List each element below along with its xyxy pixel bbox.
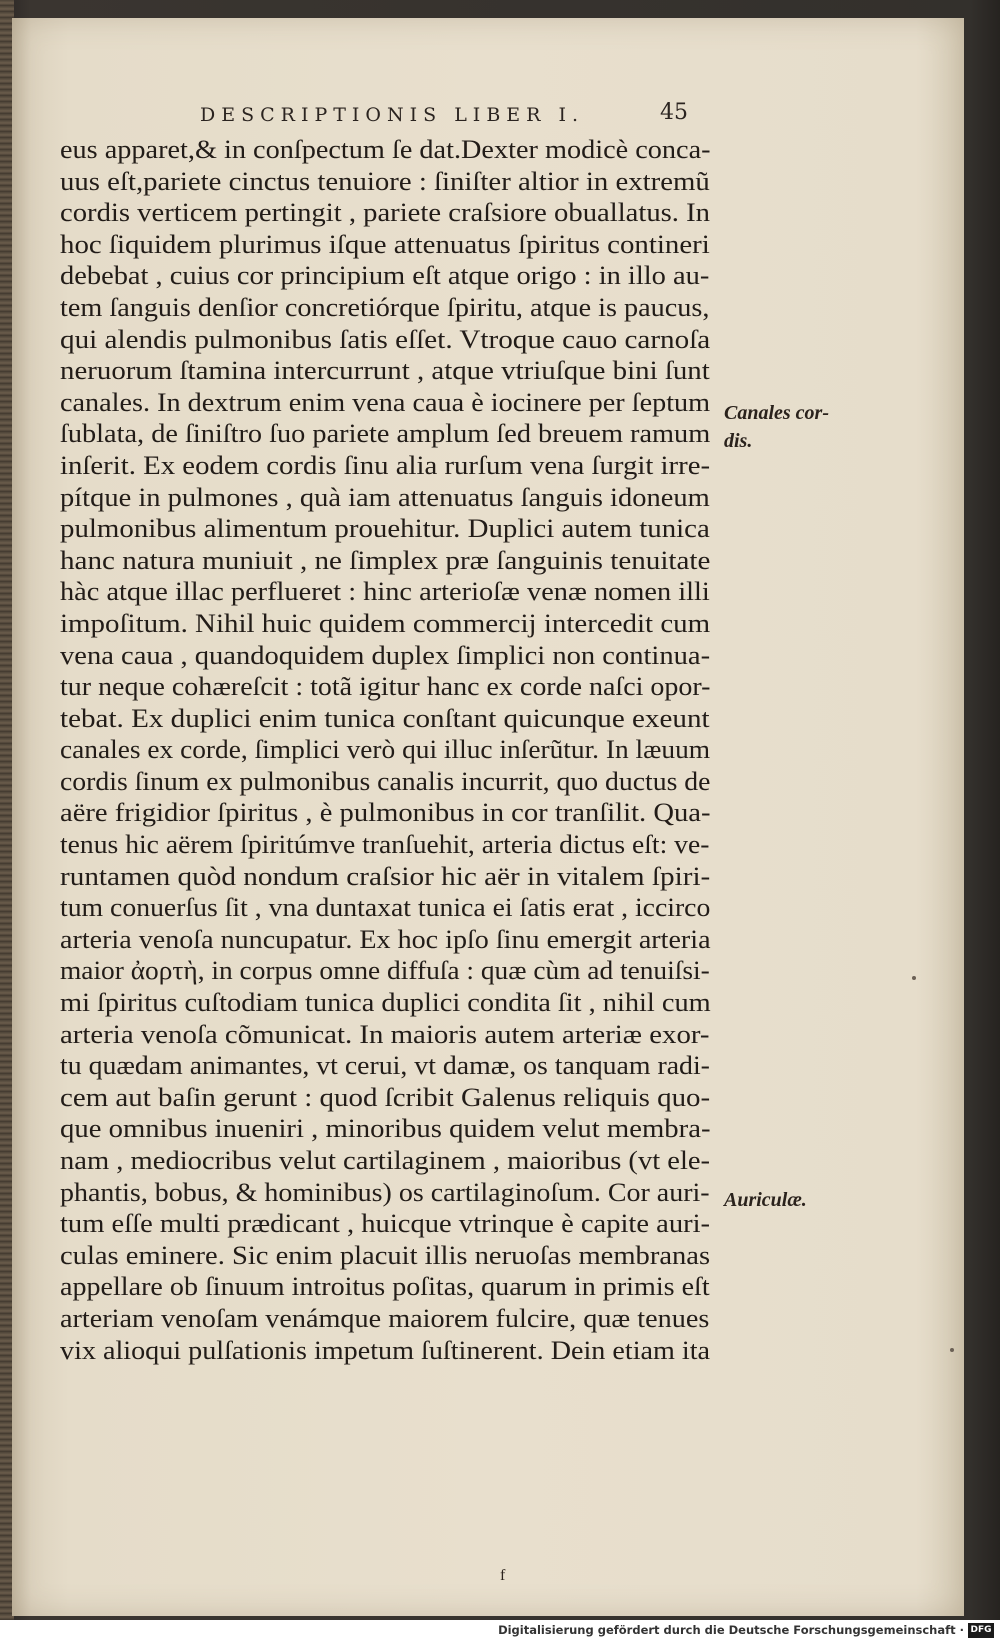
text-line: cem aut baſin gerunt : quod ſcribit Galenus reliquis quo-: [60, 1082, 711, 1112]
text-line: canales. In dextrum enim vena caua è iocinere per ſeptum: [60, 387, 711, 417]
text-line: culas eminere. Sic enim placuit illis neruoſas membranas: [60, 1240, 711, 1270]
dfg-logo: DFG: [968, 1623, 994, 1638]
marginal-note-canales: [724, 399, 829, 455]
text-line: hàc atque illac perflueret : hinc arterioſæ venæ nomen illi: [60, 577, 710, 607]
funding-credit: Digitalisierung gefördert durch die Deutsche Forschungsgemeinschaft ·: [498, 1623, 964, 1637]
text-line: tum conuerſus ſit , vna duntaxat tunica ei ſatis erat , iccirco: [60, 893, 711, 923]
marginal-note-line: dis.: [724, 430, 753, 452]
text-line: tu quædam animantes, vt cerui, vt damæ, os tanquam radi-: [60, 1051, 710, 1081]
text-line: arteria venoſa nuncupatur. Ex hoc ipſo ſinu emergit arteria: [60, 924, 711, 954]
text-line: debebat , cuius cor principium eſt atque origo : in illo au-: [60, 261, 710, 291]
text-line: aëre frigidior ſpiritus , è pulmonibus in cor tranſilit. Qua-: [60, 798, 711, 828]
text-line: canales ex corde, ſimplici verò qui illuc inſerũtur. In læuum: [60, 735, 711, 765]
text-line: impoſitum. Nihil huic quidem commercij intercedit cum: [60, 608, 711, 638]
text-line: neruorum ſtamina intercurrunt , atque vtriuſque bini ſunt: [60, 356, 710, 386]
text-line: mi ſpiritus cuſtodiam tunica duplici condita ſit , nihil cum: [60, 988, 711, 1018]
text-line: runtamen quòd nondum craſsior hic aër in vitalem ſpiri-: [60, 861, 711, 891]
text-line: tum eſſe multi prædicant , huicque vtrinque è capite auri-: [60, 1209, 711, 1239]
page-number: 45: [660, 100, 688, 125]
text-line: nam , mediocribus velut cartilaginem , maioribus (vt ele-: [60, 1146, 711, 1175]
text-line: arteriam venoſam venámque maiorem fulcire, quæ tenues: [60, 1303, 710, 1333]
text-line: vena caua , quandoquidem duplex ſimplici non continua-: [60, 640, 711, 670]
text-line: pulmonibus alimentum prouehitur. Duplici autem tunica: [60, 514, 710, 544]
text-line: cordis ſinum ex pulmonibus canalis incurrit, quo ductus de: [60, 766, 711, 796]
text-line: tur neque cohæreſcit : totã igitur hanc ex corde naſci opor-: [60, 672, 711, 702]
text-line: ſublata, de ſiniſtro ſuo pariete amplum ſed breuem ramum: [60, 419, 711, 449]
text-line: vix alioqui pulſationis impetum ſuſtinerent. Dein etiam ita: [60, 1335, 711, 1365]
text-line: uus eſt,pariete cinctus tenuiore : ſiniſter altior in extremũ: [60, 166, 710, 196]
marginal-note-line: Canales cor-: [724, 402, 829, 424]
marginal-note-auriculae: Auriculæ.: [724, 1189, 807, 1211]
text-line: hanc natura muniuit , ne ſimplex præ ſanguinis tenuitate: [60, 545, 711, 575]
text-line: inſerit. Ex eodem cordis ſinu alia rurſum vena ſurgit irre-: [60, 450, 711, 480]
text-line: pítque in pulmones , quà iam attenuatus ſanguis idoneum: [60, 482, 710, 512]
footer-bar: [0, 1620, 1000, 1643]
text-line: que omnibus inueniri , minoribus quidem velut membra-: [60, 1114, 711, 1144]
text-line: appellare ob ſinuum introitus poſitas, quarum in primis eſt: [60, 1272, 710, 1302]
text-line: qui alendis pulmonibus ſatis eſſet. Vtroque cauo carnoſa: [60, 324, 711, 354]
running-head: DESCRIPTIONIS LIBER I.: [200, 104, 585, 126]
text-line: tebat. Ex duplici enim tunica conſtant quicunque exeunt: [60, 703, 710, 733]
text-line: tem ſanguis denſior concretiórque ſpiritu, atque is paucus,: [60, 292, 710, 322]
text-line: tenus hic aërem ſpiritúmve tranſuehit, arteria dictus eſt: ve-: [60, 830, 710, 860]
paper-speck: [912, 976, 916, 980]
text-line: phantis, bobus, & hominibus) os cartilaginoſum. Cor auri-: [60, 1177, 710, 1207]
paper-speck: [950, 1348, 954, 1352]
signature-mark: f: [500, 1567, 506, 1584]
text-line: maior ἀορτὴ, in corpus omne diffuſa : quæ cùm ad tenuiſsi-: [60, 956, 710, 986]
body-text: [60, 134, 710, 1366]
text-line: cordis verticem pertingit , pariete craſsiore obuallatus. In: [60, 198, 711, 228]
text-line: hoc ſiquidem plurimus iſque attenuatus ſpiritus contineri: [60, 229, 710, 259]
text-line: eus apparet,& in conſpectum ſe dat.Dexter modicè conca-: [60, 135, 711, 164]
text-line: arteria venoſa cõmunicat. In maioris autem arteriæ exor-: [60, 1019, 710, 1049]
